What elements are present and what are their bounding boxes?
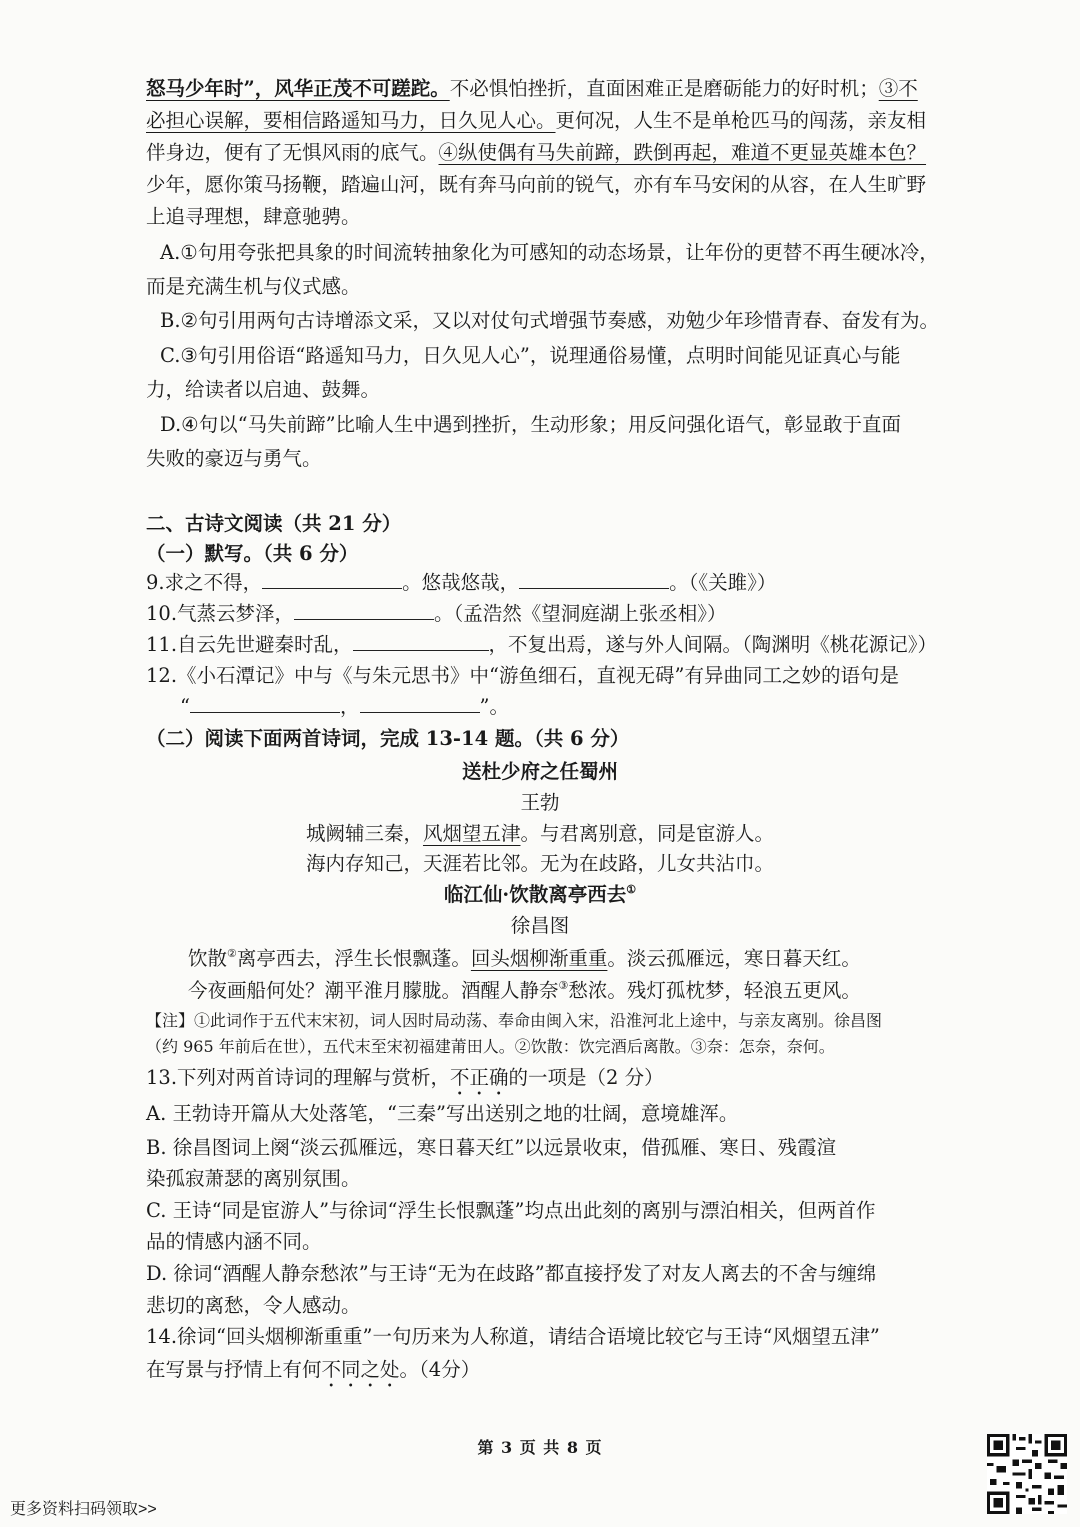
question-12: 12.《小石潭记》中与《与朱元思书》中“游鱼细石，直视无碍”有异曲同工之妙的语句是: [146, 664, 899, 687]
q13-option-c-line-2: 品的情感内涵不同。: [146, 1230, 322, 1253]
q9-blank-1[interactable]: [262, 570, 402, 589]
poem-2-footnote-ref: ③: [558, 979, 569, 992]
poem-2-text: 饮散: [188, 947, 228, 970]
q14-text: 在写景与抒情上有何: [146, 1358, 322, 1381]
passage-line-4: 少年，愿你策马扬鞭，踏遍山河，既有奔马向前的锐气，亦有车马安闲的从容，在人生旷野: [146, 173, 927, 196]
page-number: 第 3 页 共 8 页: [477, 1438, 603, 1457]
poem-1-line-2: 海内存知己，天涯若比邻。无为在歧路，儿女共沾巾。: [305, 852, 774, 875]
q12-close-quote: ”。: [479, 695, 509, 718]
poem-2-footnote-ref: ②: [227, 947, 237, 960]
q13-option-d-line-2: 悲切的离愁，令人感动。: [146, 1294, 361, 1317]
passage-line-5: 上追寻理想，肆意驰骋。: [146, 205, 361, 228]
question-12-answer: [180, 691, 509, 719]
q9-text-b: 。悠哉悠哉，: [402, 571, 520, 594]
section-2-title: 二、古诗文阅读（共 21 分）: [146, 512, 402, 535]
passage-line-3: [146, 138, 946, 168]
poem-2-underlined: 回头烟柳渐重重: [470, 947, 608, 970]
q14-emphasis: 不同之处: [321, 1358, 400, 1381]
q9-text-a: 9.求之不得，: [146, 571, 263, 594]
q13-option-b-line-2: 染孤寂萧瑟的离别氛围。: [146, 1167, 361, 1190]
q10-text-b: 。（孟浩然《望洞庭湖上张丞相》）: [434, 602, 727, 625]
poem-2-footnote-ref: ①: [626, 883, 637, 896]
option-c-line-2: 力，给读者以启迪、鼓舞。: [146, 378, 381, 401]
question-10: [146, 598, 727, 626]
poem-2-title: [0, 879, 1080, 907]
question-14-line-1: 14.徐词“回头烟柳渐重重”一句历来为人称道，请结合语境比较它与王诗“风烟望五津”: [146, 1325, 880, 1348]
poem-1-text: 城阙辅三秦，: [305, 822, 423, 845]
q13-option-b-line-1: B. 徐昌图词上阕“淡云孤雁远，寒日暮天红”以远景收束，借孤雁、寒日、残霞渲: [146, 1136, 837, 1159]
option-d-line-1: D.④句以“马失前蹄”比喻人生中遇到挫折，生动形象；用反问强化语气，彰显敢于直面: [160, 413, 902, 436]
q13-emphasis: 不正确: [450, 1066, 509, 1089]
poem-1-title: 送杜少府之任蜀州: [461, 760, 618, 783]
q11-blank[interactable]: [353, 632, 489, 651]
q12-comma: ，: [339, 695, 360, 718]
poem-2-author: 徐昌图: [510, 914, 570, 937]
poem-2-title-text: 临江仙·饮散离亭西去: [443, 883, 627, 906]
q13-stem-text: 13.下列对两首诗词的理解与赏析，: [146, 1066, 451, 1089]
q13-option-c-line-1: C. 王诗“同是宦游人”与徐词“浮生长恨飘蓬”均点出此刻的离别与漂泊相关，但两首作: [146, 1199, 876, 1222]
option-b-line-1: B.②句引用两句古诗增添文采，又以对仗句式增强节奏感，劝勉少年珍惜青春、奋发有为。: [160, 309, 940, 332]
q10-blank[interactable]: [294, 601, 434, 620]
q13-option-a: A. 王勃诗开篇从大处落笔，“三秦”写出送别之地的壮阔，意境雄浑。: [146, 1102, 739, 1125]
q13-option-d-line-1: D. 徐词“酒醒人静奈愁浓”与王诗“无为在歧路”都直接抒发了对友人离去的不舍与缠绵: [146, 1262, 877, 1285]
q12-blank-1[interactable]: [190, 694, 340, 713]
passage-underlined-4: ④纵使偶有马失前蹄，跌倒再起，难道不更显英雄本色？: [438, 141, 927, 164]
passage-text: 不必惧怕挫折，直面困难正是磨砺能力的好时机；: [449, 77, 879, 100]
q11-text-b: ，不复出焉，遂与外人间隔。（陶渊明《桃花源记》）: [488, 633, 938, 656]
more-resources-link[interactable]: 更多资料扫码领取>>: [10, 1501, 157, 1518]
poem-1-author: 王勃: [520, 791, 560, 814]
poem-2-text: 今夜画船何处？潮平淮月朦胧。酒醒人静奈: [188, 979, 559, 1002]
poem-2-text: 离亭西去，浮生长恨飘蓬。: [236, 947, 471, 970]
option-d-line-2: 失败的豪迈与勇气。: [146, 447, 322, 470]
poem-2-line-1: [188, 943, 861, 971]
passage-line-1: [146, 74, 946, 104]
question-13-stem: [146, 1062, 664, 1100]
passage-underlined-3-start: ③不: [878, 77, 918, 100]
q13-stem-text: 的一项是（2 分）: [508, 1066, 664, 1089]
note-line-2: （约 965 年前后在世），五代末至宋初福建莆田人。②饮散：饮完酒后离散。③奈：怎奈，奈何。: [146, 1037, 835, 1056]
passage-underlined-2: 怒马少年时”，风华正茂不可蹉跎。: [146, 77, 450, 100]
poem-1-line-1: [0, 818, 1080, 846]
q10-text-a: 10.气蒸云梦泽，: [146, 602, 295, 625]
poem-1-underlined: 风烟望五津: [422, 822, 521, 845]
option-a-line-1: A.①句用夸张把具象的时间流转抽象化为可感知的动态场景，让年份的更替不再生硬冰冷，: [160, 241, 939, 264]
passage-underlined-3: 必担心误解，要相信路遥知马力，日久见人心。: [146, 109, 556, 132]
q12-open-quote: “: [180, 695, 190, 718]
option-c-line-1: C.③句引用俗语“路遥知马力，日久见人心”，说理通俗易懂，点明时间能见证真心与能: [160, 344, 901, 367]
q9-text-c: 。（《关雎》）: [669, 571, 777, 594]
subsection-2-title: （二）阅读下面两首诗词，完成 13-14 题。（共 6 分）: [146, 727, 630, 750]
poem-2-line-2: [188, 975, 861, 1003]
poem-2-text: 愁浓。残灯孤枕梦，轻浪五更风。: [568, 979, 861, 1002]
poem-2-text: 。淡云孤雁远，寒日暮天红。: [607, 947, 861, 970]
subsection-1-title: （一）默写。（共 6 分）: [146, 542, 359, 565]
q14-text: 。（4分）: [399, 1358, 481, 1381]
passage-text: 更何况，人生不是单枪匹马的闯荡，亲友相: [555, 109, 927, 132]
question-11: [146, 629, 937, 657]
passage-line-2: [146, 106, 946, 136]
note-line-1: 【注】①此词作于五代末宋初，词人因时局动荡、奉命由闽入宋，沿淮河北上途中，与亲友离别。徐昌图: [146, 1011, 883, 1030]
question-9: [146, 567, 776, 595]
poem-1-text: 。与君离别意，同是宦游人。: [520, 822, 775, 845]
option-a-line-2: 而是充满生机与仪式感。: [146, 275, 361, 298]
qr-code-icon[interactable]: [987, 1434, 1067, 1514]
q9-blank-2[interactable]: [519, 570, 669, 589]
question-14-line-2: [146, 1354, 480, 1392]
passage-text: 伴身边，便有了无惧风雨的底气。: [146, 141, 439, 164]
q12-blank-2[interactable]: [360, 694, 480, 713]
q11-text-a: 11.自云先世避秦时乱，: [146, 633, 353, 656]
